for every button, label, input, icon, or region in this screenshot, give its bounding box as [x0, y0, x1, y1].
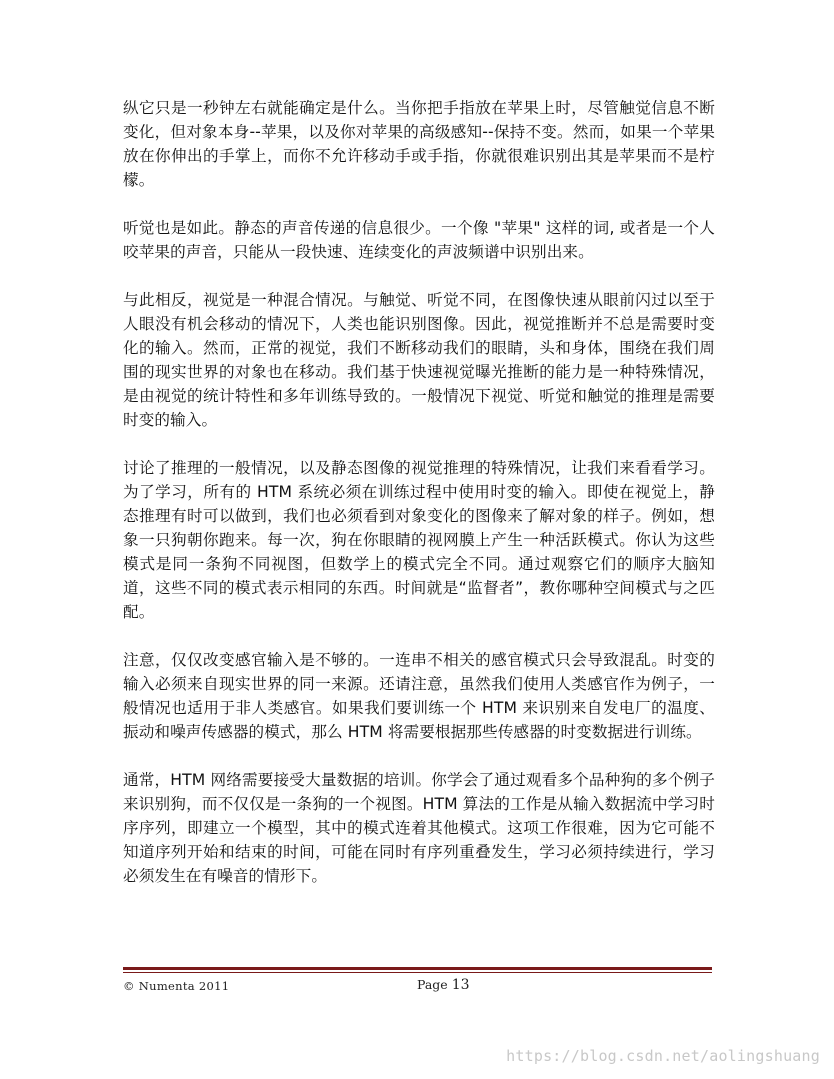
footer-page — [417, 977, 470, 993]
paragraph-1: 纵它只是一秒钟左右就能确定是什么。当你把手指放在苹果上时，尽管触觉信息不断变化，但对象本身--苹果，以及你对苹果的高级感知--保持不变。然而，如果一个苹果放在你伸出的手掌上，而你不允许移动手或手指，你就很难识别出其是苹果而不是柠檬。 — [123, 99, 715, 189]
footer-rule-thick — [123, 967, 712, 970]
paragraph-4: 讨论了推理的一般情况，以及静态图像的视觉推理的特殊情况，让我们来看看学习。为了学习，所有的 HTM 系统必须在训练过程中使用时变的输入。即使在视觉上，静态推理有时可以做到，我们也必须看到对象变化的图像来了解对象的样子。例如，想象一只狗朝你跑来。每一次，狗在你眼睛的视网膜上产生一种活跃模式。你认为这些模式是同一条狗不同视图，但数学上的模式完全不同。通过观察它们的顺序大脑知道，这些不同的模式表示相同的东西。时间就是“监督者”，教你哪种空间模式与之匹配。 — [123, 459, 715, 621]
page-label: Page — [417, 977, 448, 992]
document-body — [123, 96, 715, 912]
footer-copyright: © Numenta 2011 — [123, 979, 230, 993]
page-number: 13 — [451, 977, 470, 993]
paragraph-6: 通常，HTM 网络需要接受大量数据的培训。你学会了通过观看多个品种狗的多个例子来识别狗，而不仅仅是一条狗的一个视图。HTM 算法的工作是从输入数据流中学习时序序列，即建立一个模型，其中的模式连着其他模式。这项工作很难，因为它可能不知道序列开始和结束的时间，可能在同时有序列重叠发生，学习必须持续进行，学习必须发生在有噪音的情形下。 — [123, 771, 715, 885]
footer-rule-thin — [123, 972, 712, 973]
paragraph-2: 听觉也是如此。静态的声音传递的信息很少。一个像 "苹果" 这样的词, 或者是一个人咬苹果的声音，只能从一段快速、连续变化的声波频谱中识别出来。 — [123, 219, 715, 261]
watermark-url: https://blog.csdn.net/aolingshuang — [506, 1047, 820, 1065]
paragraph-5: 注意，仅仅改变感官输入是不够的。一连串不相关的感官模式只会导致混乱。时变的输入必须来自现实世界的同一来源。还请注意，虽然我们使用人类感官作为例子，一般情况也适用于非人类感官。如果我们要训练一个 HTM 来识别来自发电厂的温度、振动和噪声传感器的模式，那么 HTM 将需要根据那些传感器的时变数据进行训练。 — [123, 651, 715, 741]
paragraph-3: 与此相反，视觉是一种混合情况。与触觉、听觉不同，在图像快速从眼前闪过以至于人眼没有机会移动的情况下，人类也能识别图像。因此，视觉推断并不总是需要时变化的输入。然而，正常的视觉，我们不断移动我们的眼睛，头和身体，围绕在我们周围的现实世界的对象也在移动。我们基于快速视觉曝光推断的能力是一种特殊情况，是由视觉的统计特性和多年训练导致的。一般情况下视觉、听觉和触觉的推理是需要时变的输入。 — [123, 291, 715, 429]
